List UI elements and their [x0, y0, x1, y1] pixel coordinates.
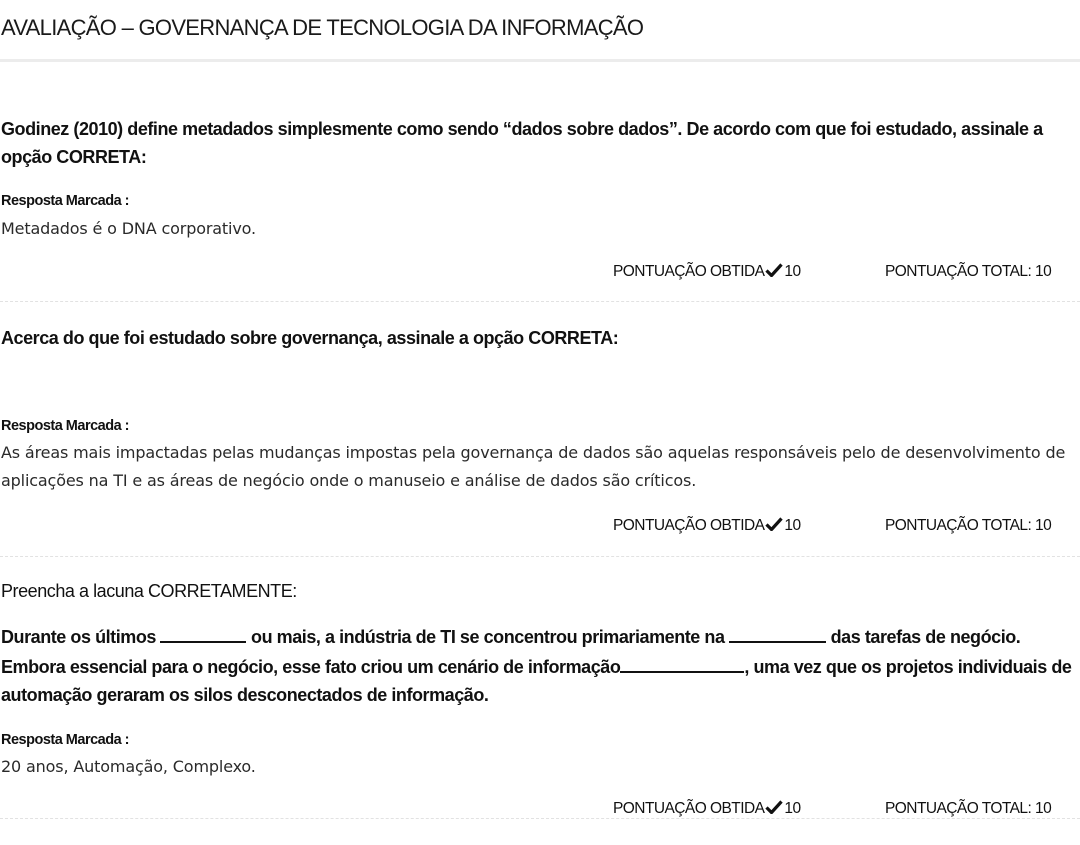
question-body-part: Durante os últimos	[1, 627, 161, 647]
check-icon	[765, 263, 783, 277]
question-body	[1, 621, 1080, 709]
score-obtained-value: 10	[784, 263, 801, 280]
question-body-part: das tarefas de negócio. Embora essencial para o negócio, esse fato criou um cenário de informação	[1, 627, 1021, 677]
question-body-part: ou mais, a indústria de TI se concentrou primariamente na	[246, 627, 730, 647]
answer-label: Resposta Marcada :	[1, 418, 129, 434]
score-obtained-value: 10	[784, 800, 801, 817]
question-text: Preencha a lacuna CORRETAMENTE:	[1, 581, 297, 601]
score-obtained-label: PONTUAÇÃO OBTIDA	[613, 517, 765, 534]
score-obtained-label: PONTUAÇÃO OBTIDA	[613, 800, 765, 817]
answer-label: Resposta Marcada :	[1, 732, 129, 748]
answer-text: As áreas mais impactadas pelas mudanças impostas pela governança de dados são aquelas responsáveis pelo de desenvolvimento de aplicações na TI e as áreas de negócio onde o manuseio e análise de dados são críticos.	[1, 443, 1066, 490]
score-total	[885, 517, 1051, 535]
answer-text: Metadados é o DNA corporativo.	[1, 219, 256, 238]
blank-2	[729, 621, 826, 643]
score-total-label: PONTUAÇÃO TOTAL:	[885, 517, 1032, 534]
question-body-part: , uma vez que os projetos individuais de automação geraram os silos desconectados de informação.	[1, 657, 1072, 705]
score-total-label: PONTUAÇÃO TOTAL:	[885, 800, 1032, 817]
question-1	[0, 62, 1080, 302]
score-total-label: PONTUAÇÃO TOTAL:	[885, 263, 1032, 280]
score-obtained	[613, 263, 801, 281]
answer-label: Resposta Marcada :	[1, 193, 129, 209]
blank-1	[160, 621, 246, 643]
check-icon	[765, 800, 783, 814]
score-total-value: 10	[1035, 263, 1052, 280]
check-icon	[765, 517, 783, 531]
page-header	[0, 0, 1080, 62]
score-total	[885, 800, 1051, 818]
score-obtained-label: PONTUAÇÃO OBTIDA	[613, 263, 765, 280]
score-obtained	[613, 517, 801, 535]
blank-3	[620, 651, 744, 673]
score-obtained-value: 10	[784, 517, 801, 534]
score-total-value: 10	[1035, 800, 1052, 817]
question-3	[0, 557, 1080, 819]
question-text: Godinez (2010) define metadados simplesmente como sendo “dados sobre dados”. De acordo com que foi estudado, assinale a opção CORRETA:	[1, 119, 1043, 167]
score-total-value: 10	[1035, 517, 1052, 534]
page-title: AVALIAÇÃO – GOVERNANÇA DE TECNOLOGIA DA INFORMAÇÃO	[1, 15, 644, 40]
question-text: Acerca do que foi estudado sobre governança, assinale a opção CORRETA:	[1, 328, 619, 348]
score-obtained	[613, 800, 801, 818]
answer-text: 20 anos, Automação, Complexo.	[1, 757, 256, 776]
question-2	[0, 302, 1080, 557]
score-total	[885, 263, 1051, 281]
